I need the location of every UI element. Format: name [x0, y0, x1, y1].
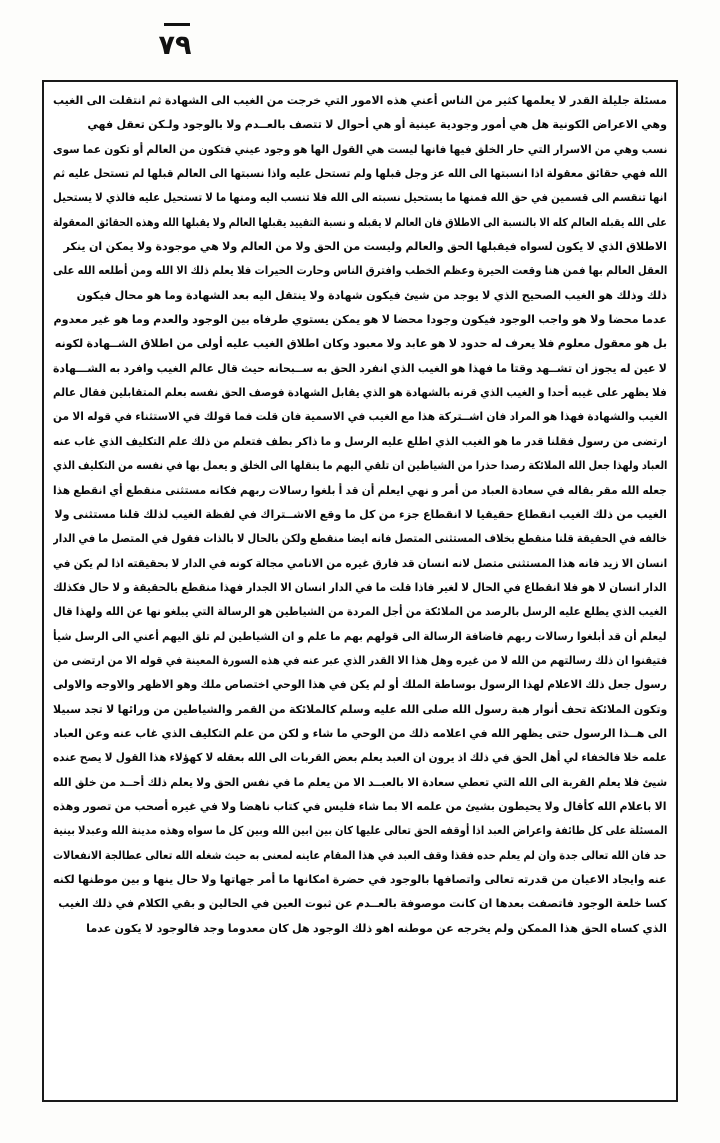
text-line — [53, 673, 667, 697]
text-line — [53, 819, 667, 843]
text-line — [53, 284, 667, 308]
text-line — [53, 308, 667, 332]
text-line-content: نسب وهي من الاسرار التي حار الخلق فيها فانها ليست هي القول الها هو وجود عيني فتكون من العالم أو تكون عما سوى — [53, 142, 667, 156]
text-line-content: العباد ولهذا جعل الله الملائكة رصدا حذرا من الشياطين ان تلقي اليهم ما ينقلها الى الخلق و يعمل بها في نفسه من التكليف الذي — [53, 459, 667, 473]
text-line — [53, 795, 667, 819]
text-line — [53, 430, 667, 454]
text-line-content: العقل العالم بها فمن هنا وقعت الحيرة وعظم الخطب وافترق الناس وحارت الحيرات فلا يعلم ذلك الا الله ومن أطلعه الله على — [53, 264, 667, 278]
body-text — [53, 89, 667, 941]
text-line — [53, 332, 667, 356]
text-line — [53, 868, 667, 892]
text-line-content: الى هــذا الرسول حتى يظهر الله في اعلامه ذلك من الوحي ما شاء و لكن من علم التكليف الذي غاب عنه وعن العباد — [53, 726, 667, 740]
text-line-content: كسا خلعة الوجود فاتصفت بعدها ان كانت موصوفة بالعــدم عن ثبوت العين في الحالين و بقي الكلام في ذلك الغيب — [58, 897, 667, 911]
text-line-content: مسئلة جليلة القدر لا يعلمها كثير من الناس أعني هذه الامور التي خرجت من الغيب الى الشهادة ثم انتقلت الى الغيب — [53, 94, 667, 107]
text-line — [53, 259, 667, 283]
text-line — [53, 405, 667, 429]
text-line-content: رسول جعل ذلك الاعلام لهذا الرسول بوساطة الملك أو لم يكن في هذا الوحي اختصاص ملك وهو الاظهر والاوجه والاولى — [53, 678, 667, 692]
text-line-content: الدار انسان لا هو فلا انقطاع في الحال لا لغير فاذا قلت ما في الدار انسان الا الجدار فهذا منقطع بالحقيقة و لا حال فكذلك — [53, 580, 667, 594]
text-line-content: فلا يظهر على غيبه أحدا و الغيب الذي قرنه بالشهادة هو الذي يقابل الشهادة فوصف الحق نفسه بعلم المتقابلين فقال عالم — [53, 386, 667, 400]
text-line-content: الله فهي حقائق معقولة اذا انسبتها الى الله عز وجل قبلها ولم تستحل عليه واذا نسبتها الى العالم قبلها لم تستحل عليه ثم — [53, 167, 667, 181]
text-line — [53, 722, 667, 746]
text-line-content: شيئ فلا يعلم القربة الى الله التي تعطي سعادة الا بالعبــد الا من يعلم ما في نفس الحق ولا يعلم ذلك أحــد من خلق الله — [53, 775, 667, 789]
text-line-content: الاطلاق الذي لا يكون لسواه فيقبلها الحق والعالم وليست من الحق ولا من العالم ولا هي موجودة ولا يمكن ان ينكر — [63, 240, 667, 254]
text-line-content: الغيب الذي يطلع عليه الرسل بالرصد من الملائكة من أجل المردة من الشياطين هو الرسالة التي يبلغو نها عن الله ولهذا قال — [53, 605, 667, 619]
text-line — [53, 186, 667, 210]
page-number — [0, 30, 720, 61]
text-frame — [42, 80, 678, 1102]
text-line — [53, 771, 667, 795]
text-line — [53, 211, 667, 235]
text-line — [53, 698, 667, 722]
text-line-content: الا باعلام الله كأقال ولا يحيطون بشيئ من علمه الا بما شاء فليس في كتاب ناهضا ولا في غيره أصحب من تصور وهذه — [53, 799, 667, 813]
text-line-content: انها تنقسم الى قسمين في حق الله فمنها ما يستحيل نسبته الى الله فلا تنسب اليه ومنها ما لا تستحيل عليه فالذي لا يستحيل — [53, 191, 667, 205]
text-line-content: الغيب والشهادة فهذا هو المراد فان اشــتركة هذا مع الغيب في الاسمية فان قلت فما قولك في الاستثناء في قوله الا من — [53, 410, 667, 424]
text-line — [53, 552, 667, 576]
text-line-content: ذلك وذلك هو الغيب الصحيح الذي لا يوجد من شيئ فيكون شهادة ولا ينتقل اليه بعد الشهادة وما هو محال فيكون — [76, 288, 667, 302]
text-line-content: جعله الله مقر بقاله في سعادة العباد من أمر و نهي ايعلم أن قد أ بلغوا رسالات ربهم فكانه مستثنى منقطع أي انقطع هذا — [53, 483, 667, 497]
text-line-content: الغيب من ذلك الغيب انقطاع حقيقيا لا انقطاع جزء من كل ما وقع الاشــتراك في لفظة الغيب لذلك قلنا مستثنى ولا — [54, 507, 667, 521]
text-line — [53, 625, 667, 649]
text-line — [53, 235, 667, 259]
text-line — [53, 381, 667, 405]
page-number-text: ٧٩ — [158, 30, 192, 61]
text-line-content: عدما محضا ولا هو واجب الوجود فيكون وجودا محضا لا هو يمكن يستوي طرفاه بين الوجود والعدم وما هو غير معدوم — [53, 313, 667, 327]
text-line — [53, 844, 667, 868]
text-line — [53, 527, 667, 551]
text-line-content: الذي كساه الحق هذا الممكن ولم يخرجه عن موطنه اهو ذلك الوجود هل كان معدوما وجد فالوجود لا يكون عدما — [86, 921, 667, 935]
text-line — [53, 357, 667, 381]
text-line — [53, 162, 667, 186]
text-line — [53, 113, 667, 137]
text-line — [53, 138, 667, 162]
text-line-content: عنه وايجاد الاعيان من قدرته تعالى واتصافها بالوجود في حضرة امكانها ما أمر جهاتها ولا حال ينها و بين موطنها لكنه — [53, 873, 667, 886]
text-line — [53, 649, 667, 673]
text-line-content: على الله يقبله العالم كله الا بالنسبة الى الاطلاق فان العالم لا يقبله و نسبة التقييد يقبلها العالم ولا يقبلها الله وهذه الحقائق المعقولة — [53, 215, 667, 229]
text-line-content: ليعلم أن قد أبلغوا رسالات ربهم فاضافة الرسالة الى قولهم بهم ما علم و ان الشياطين لم تلق اليهم أعني الى الرسل شيأ — [53, 629, 667, 643]
text-line-content: علمه خلا فالخفاء لي أهل الحق في ذلك اذ يرون ان العبد يعلم بعض القربات الى الله بعقله لا كهؤلاء هذا القول لا يصح عنده — [53, 751, 667, 765]
text-line — [53, 917, 667, 941]
text-line-content: خالفه في الحقيقة قلنا منقطع بخلاف المستثنى المتصل فانه ايضا منقطع ولكن بالحال لا بالذات فقول في المتصل ما في الدار — [53, 532, 667, 546]
text-line — [53, 89, 667, 113]
text-line-content: حد فان الله تعالى جدة وان لم يعلم حده فقذا وقف العبد في هذا المقام عاينه لمعنى به حيث شغله الله تعالى عطالجة الانفعالات — [53, 848, 667, 862]
text-line-content: لا عين له يجوز ان تشــهد وقتا ما فهذا هو الغيب الذي انفرد الحق به ســبحانه حيث قال عالم الغيب وافرد به الشـــهادة — [53, 361, 667, 375]
text-line-content: المسئلة على كل طائفة واعراض العبد اذا أوقفه الحق تعالى عليها كان بين ابين الله وبين كل ما سواه وهذه مدينة الله وعبدلا بينية — [53, 824, 667, 838]
text-line — [53, 454, 667, 478]
text-line — [53, 746, 667, 770]
text-line — [53, 479, 667, 503]
text-line — [53, 892, 667, 916]
text-line-content: انسان الا زيد فانه هذا المستثنى متصل لانه انسان قد فارق غيره من الانامي مجالة كونه في الدار لا بحقيقته اذا لم يكن في — [53, 556, 667, 570]
text-line-content: فتيقنوا ان ذلك رسالتهم من الله لا من غيره وهل هذا الا القدر الذي عبر عنه في هذه السورة المعينة في قوله الا من ارتضى من — [53, 653, 667, 667]
text-line-content: بل هو معقول معلوم فلا يعرف له حدود لا هو عابد ولا معبود وكان اطلاق الغيب عليه أولى من اطلاق الشــهادة لكونه — [54, 337, 667, 351]
text-line — [53, 576, 667, 600]
text-line-content: ارتضى من رسول فقلنا قدر ما هو الغيب الذي اطلع عليه الرسل و ما ذاكر بطف فتعلم من ذلك علم التكليف الذي غاب عنه — [53, 434, 667, 448]
text-line-content: وتكون الملائكة تحف أنوار هبة رسول الله صلى الله عليه وسلم كالملائكة من القمر والشياطين من ورائها لا تجد سبيلا — [53, 702, 667, 716]
text-line-content: وهي الاعراض الكونية هل هي أمور وجودية عينية أو هي أحوال لا تتصف بالعــدم ولا بالوجود ولـكن تعقل فهي — [87, 118, 667, 132]
text-line — [53, 503, 667, 527]
text-line — [53, 600, 667, 624]
